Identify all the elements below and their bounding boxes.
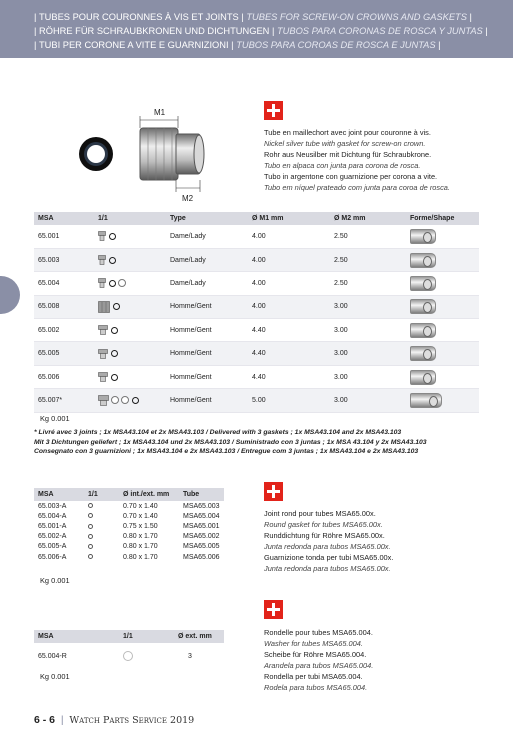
table-header-row (34, 212, 479, 225)
desc-line: Tube en maillechort avec joint pour couronne à vis. (264, 128, 431, 137)
table-row (34, 248, 479, 271)
cell-m2: 2.50 (330, 248, 406, 271)
product-illustration (78, 106, 228, 206)
table-row (34, 295, 479, 318)
cell-msa: 65.006 (34, 365, 94, 388)
page-footer: 6 - 6 | Watch Parts Service 2019 (34, 714, 195, 726)
desc-line: Junta redonda para tubos MSA65.00x. (264, 564, 391, 573)
desc-line: Joint rond pour tubes MSA65.00x. (264, 509, 376, 518)
table-row (34, 511, 224, 521)
tube-small-with-ring-icon (94, 225, 166, 248)
note-line: Consegnato con 3 guarnizioni ; 1x MSA43.104 e 2x MSA43.103 / Entregue com 3 juntas ; 1x MSA43.104 e 2x MSA43.103 (34, 448, 419, 456)
col-msa: MSA (34, 488, 84, 501)
cell-tube: MSA65.003 (183, 502, 220, 510)
desc-line: Round gasket for tubes MSA65.00x. (264, 520, 383, 529)
service-title: Watch Parts Service 2019 (69, 715, 195, 726)
cell-msa: 65.004-R (38, 652, 67, 660)
col-msa: MSA (34, 212, 94, 225)
table-row (34, 501, 224, 511)
table-row (34, 532, 224, 542)
tube-image (140, 128, 204, 180)
cell-type: Dame/Lady (166, 272, 248, 295)
delivery-note (34, 428, 427, 457)
cell-type: Homme/Gent (166, 319, 248, 342)
note-line: * Livré avec 3 joints ; 1x MSA43.104 et 2x MSA43.103 / Delivered with 3 gaskets ; 1x MSA43.104 and 2x MSA43.103 (34, 429, 402, 436)
table-header-row (34, 488, 224, 501)
cell-dims: 0.75 x 1.50 (123, 522, 158, 530)
col-m2: Ø M2 mm (330, 212, 406, 225)
product2-description (264, 508, 393, 574)
label-m2: M2 (182, 194, 194, 203)
cell-type: Dame/Lady (166, 225, 248, 248)
swiss-flag-icon (264, 101, 283, 120)
cell-m2: 3.00 (330, 319, 406, 342)
gasket-ring-image (79, 137, 113, 171)
desc-line: Arandela para tubos MSA65.004. (264, 661, 374, 670)
swiss-flag-icon (264, 482, 283, 501)
ring-icon (84, 501, 119, 511)
shape-image (406, 225, 479, 248)
cell-type: Homme/Gent (166, 365, 248, 388)
tubes-table (34, 212, 479, 413)
cell-msa: 65.005 (34, 342, 94, 365)
shape-image (406, 319, 479, 342)
ring-icon (84, 521, 119, 531)
ring-icon (84, 542, 119, 552)
gaskets-table (34, 488, 224, 562)
cell-m1: 4.40 (248, 365, 330, 388)
cell-msa: 65.007* (34, 389, 94, 412)
table-row (34, 365, 479, 388)
cell-dims: 0.80 x 1.70 (123, 553, 158, 561)
side-tab (0, 276, 20, 314)
cell-tube: MSA65.001 (183, 522, 220, 530)
cell-dims: 0.80 x 1.70 (123, 543, 158, 551)
washer-table (34, 630, 224, 669)
cell-ext: 3 (188, 652, 192, 660)
header-line-3: | TUBI PER CORONE A VITE E GUARNIZIONI | TUBOS PARA COROAS DE ROSCA E JUNTAS | (34, 40, 441, 50)
tube-with-ring-icon (94, 342, 166, 365)
cell-m2: 3.00 (330, 365, 406, 388)
desc-line: Guarnizione tonda per tubi MSA65.00x. (264, 553, 394, 562)
col-scale: 1/1 (94, 212, 166, 225)
tube-with-ring-icon (94, 365, 166, 388)
shape-image (406, 342, 479, 365)
cell-msa: 65.004 (34, 272, 94, 295)
desc-line: Washer for tubes MSA65.004. (264, 639, 363, 648)
tube-small-with-ring-icon (94, 248, 166, 271)
cell-msa: 65.006-A (38, 553, 67, 561)
cell-m1: 5.00 (248, 389, 330, 412)
desc-line: Rondella per tubi MSA65.004. (264, 672, 363, 681)
table-header-row (34, 630, 224, 643)
tube-large-with-ring-icon (94, 295, 166, 318)
table-row (34, 225, 479, 248)
cell-m2: 2.50 (330, 225, 406, 248)
cell-tube: MSA65.006 (183, 553, 220, 561)
table-row (34, 319, 479, 342)
tube-with-rings-icon (94, 272, 166, 295)
table-row (34, 521, 224, 531)
table-row (34, 643, 224, 669)
desc-line: Nickel silver tube with gasket for screw-on crown. (264, 139, 426, 148)
cell-msa: 65.003-A (38, 502, 67, 510)
tube-with-ring-icon (94, 319, 166, 342)
tube-with-three-rings-icon (94, 389, 166, 412)
col-shape: Forme/Shape (406, 212, 479, 225)
ring-icon (84, 552, 119, 562)
cell-m1: 4.40 (248, 342, 330, 365)
cell-m2: 3.00 (330, 389, 406, 412)
shape-image (406, 248, 479, 271)
cell-msa: 65.002 (34, 319, 94, 342)
desc-line: Runddichtung für Röhre MSA65.00x. (264, 531, 385, 540)
col-ext: Ø ext. mm (174, 630, 224, 643)
col-tube: Tube (179, 488, 224, 501)
weight-label: Kg 0.001 (40, 414, 70, 423)
cell-dims: 0.80 x 1.70 (123, 533, 158, 541)
ring-icon (84, 532, 119, 542)
cell-msa: 65.005-A (38, 543, 67, 551)
desc-line: Rodela para tubos MSA65.004. (264, 683, 368, 692)
header-band (0, 0, 513, 58)
cell-dims: 0.70 x 1.40 (123, 512, 158, 520)
header-line-2: | RÖHRE FÜR SCHRAUBKRONEN UND DICHTUNGEN | TUBOS PARA CORONAS DE ROSCA Y JUNTAS | (34, 26, 488, 36)
shape-image (406, 295, 479, 318)
cell-msa: 65.002-A (38, 533, 67, 541)
desc-line: Tubo en alpaca con junta para corona de rosca. (264, 161, 421, 170)
cell-m2: 3.00 (330, 295, 406, 318)
col-msa: MSA (34, 630, 119, 643)
cell-type: Homme/Gent (166, 342, 248, 365)
cell-tube: MSA65.005 (183, 543, 220, 551)
shape-image (406, 389, 479, 412)
product1-description (264, 127, 450, 193)
desc-line: Tubo em níquel prateado com junta para coroa de rosca. (264, 183, 450, 192)
note-line: Mit 3 Dichtungen geliefert ; 1x MSA43.104 und 2x MSA43.103 / Suministrado con 3 juntas ; 1x MSA 43.104 y 2x MSA43.103 (34, 438, 427, 446)
desc-line: Rondelle pour tubes MSA65.004. (264, 628, 373, 637)
table-row (34, 542, 224, 552)
page-number: 6 - 6 (34, 714, 56, 726)
swiss-flag-icon (264, 600, 283, 619)
col-m1: Ø M1 mm (248, 212, 330, 225)
header-line-1: | TUBES POUR COURONNES À VIS ET JOINTS | TUBES FOR SCREW-ON CROWNS AND GASKETS | (34, 12, 472, 22)
desc-line: Tubo in argentone con guarnizione per corona a vite. (264, 172, 438, 181)
cell-tube: MSA65.004 (183, 512, 220, 520)
table-row (34, 342, 479, 365)
desc-line: Junta redonda para tubos MSA65.00x. (264, 542, 391, 551)
cell-msa: 65.001-A (38, 522, 67, 530)
cell-type: Homme/Gent (166, 295, 248, 318)
cell-msa: 65.003 (34, 248, 94, 271)
washer-icon (119, 643, 174, 669)
cell-dims: 0.70 x 1.40 (123, 502, 158, 510)
cell-m1: 4.40 (248, 319, 330, 342)
table-row (34, 272, 479, 295)
weight-label: Kg 0.001 (40, 576, 70, 585)
ring-icon (84, 511, 119, 521)
col-scale: 1/1 (119, 630, 174, 643)
col-scale: 1/1 (84, 488, 119, 501)
weight-label: Kg 0.001 (40, 672, 70, 681)
cell-m1: 4.00 (248, 272, 330, 295)
cell-msa: 65.008 (34, 295, 94, 318)
table-row (34, 389, 479, 412)
shape-image (406, 365, 479, 388)
col-type: Type (166, 212, 248, 225)
cell-m1: 4.00 (248, 225, 330, 248)
cell-m2: 3.00 (330, 342, 406, 365)
label-m1: M1 (154, 108, 166, 117)
cell-m1: 4.00 (248, 248, 330, 271)
col-dims: Ø int./ext. mm (119, 488, 179, 501)
cell-m1: 4.00 (248, 295, 330, 318)
product3-description (264, 627, 373, 693)
shape-image (406, 272, 479, 295)
cell-type: Homme/Gent (166, 389, 248, 412)
cell-tube: MSA65.002 (183, 533, 220, 541)
desc-line: Rohr aus Neusilber mit Dichtung für Schraubkrone. (264, 150, 432, 159)
cell-type: Dame/Lady (166, 248, 248, 271)
cell-m2: 2.50 (330, 272, 406, 295)
table-row (34, 552, 224, 562)
cell-msa: 65.004-A (38, 512, 67, 520)
desc-line: Scheibe für Röhre MSA65.004. (264, 650, 367, 659)
cell-msa: 65.001 (34, 225, 94, 248)
